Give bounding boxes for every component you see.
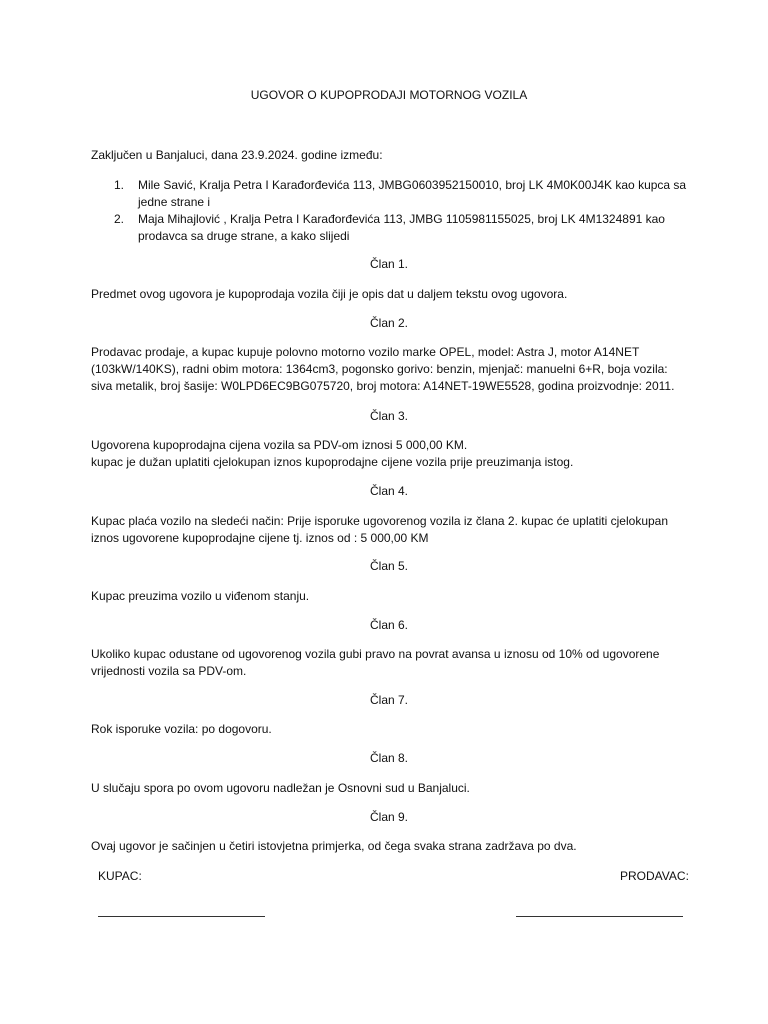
list-item xyxy=(91,177,691,211)
list-number: 1. xyxy=(114,178,125,192)
list-item xyxy=(91,211,691,245)
parties-list xyxy=(91,177,691,245)
article-text: Kupac preuzima vozilo u viđenom stanju. xyxy=(91,589,310,603)
article-text: Ugovorena kupoprodajna cijena vozila sa PDV-om iznosi 5 000,00 KM. xyxy=(91,438,468,452)
buyer-signature-line xyxy=(98,916,265,917)
article-heading: Član 9. xyxy=(369,810,409,824)
article-text: Prodavac prodaje, a kupac kupuje polovno motorno vozilo marke OPEL, model: Astra J, motor A14NET (103kW/140KS), radni obim motora: 1364cm3, pogonsko gorivo: benzin, mjenjač: manuelni 6+R, boja vozila: siva metalik, broj šasije: W0LPD6EC9BG075720, broj motora: A14NET-19WE5528, godina proizvodnje: 2011. xyxy=(91,345,675,393)
article-text: Predmet ovog ugovora je kupoprodaja vozila čiji je opis dat u daljem tekstu ovog ugovora. xyxy=(91,287,568,301)
article-text: Kupac plaća vozilo na sledeći način: Prije isporuke ugovorenog vozila iz člana 2. kupac će uplatiti cjelokupan iznos ugovorene kupoprodajne cijene tj. iznos od : 5 000,00 KM xyxy=(91,514,669,545)
article-text: U slučaju spora po ovom ugovoru nadležan je Osnovni sud u Banjaluci. xyxy=(91,781,470,795)
party-seller-text: Maja Mihajlović , Kralja Petra I Karađorđevića 113, JMBG 1105981155025, broj LK 4M1324891 kao prodavca sa druge strane, a kako slijedi xyxy=(138,212,665,243)
article-text: Ukoliko kupac odustane od ugovorenog vozila gubi pravo na povrat avansa u iznosu od 10% od ugovorene vrijednosti vozila sa PDV-om. xyxy=(91,647,660,678)
article-text: kupac je dužan uplatiti cjelokupan iznos kupoprodajne cijene vozila prije preuzimanja istog. xyxy=(91,455,574,469)
article-heading: Član 7. xyxy=(369,693,409,707)
article-heading: Član 5. xyxy=(369,559,409,573)
party-buyer-text: Mile Savić, Kralja Petra I Karađorđevića 113, JMBG0603952150010, broj LK 4M0K00J4K kao kupca sa jedne strane i xyxy=(138,178,687,209)
article-heading: Član 1. xyxy=(369,257,409,271)
article-text: Rok isporuke vozila: po dogovoru. xyxy=(91,722,272,736)
list-number: 2. xyxy=(114,212,125,226)
article-heading: Član 4. xyxy=(369,484,409,498)
article-heading: Član 3. xyxy=(369,409,409,423)
article-heading: Član 6. xyxy=(369,618,409,632)
article-heading: Član 2. xyxy=(369,316,409,330)
buyer-signature-label: KUPAC: xyxy=(98,869,142,883)
seller-signature-line xyxy=(516,916,683,917)
article-text: Ovaj ugovor je sačinjen u četiri istovjetna primjerka, od čega svaka strana zadržava po dva. xyxy=(91,839,577,853)
intro-text: Zaključen u Banjaluci, dana 23.9.2024. godine između: xyxy=(91,148,383,162)
seller-signature-label: PRODAVAC: xyxy=(620,869,689,883)
article-heading: Član 8. xyxy=(369,751,409,765)
document-title: UGOVOR O KUPOPRODAJI MOTORNOG VOZILA xyxy=(250,88,528,102)
